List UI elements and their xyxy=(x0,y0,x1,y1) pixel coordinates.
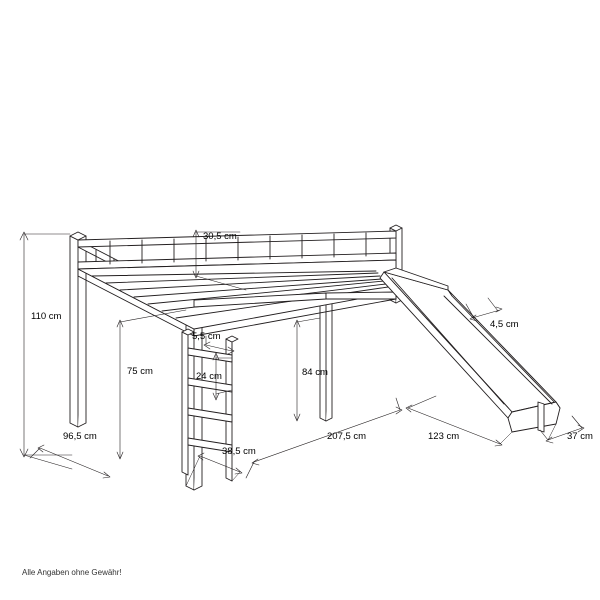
frame-rail-right xyxy=(326,292,396,299)
post-back-left xyxy=(70,232,86,427)
footnote-disclaimer: Alle Angaben ohne Gewähr! xyxy=(22,568,122,577)
dimension-label-ladder-height: 75 cm xyxy=(127,366,153,377)
dimension-label-slide-length: 123 cm xyxy=(428,431,460,442)
dimension-label-rail-height: 30,5 cm xyxy=(203,231,237,242)
dimension-label-slide-thickness: 4,5 cm xyxy=(490,319,519,330)
dimension-label-depth-side: 96,5 cm xyxy=(63,431,97,442)
extension-lines xyxy=(24,424,556,486)
dimension-label-slide-width: 37 cm xyxy=(567,431,593,442)
dimension-label-clearance-height: 84 cm xyxy=(302,367,328,378)
dimension-label-bed-length: 207,5 cm xyxy=(327,431,367,442)
dimension-label-ladder-step-width: 5,5 cm xyxy=(192,331,221,342)
slide xyxy=(380,272,560,432)
dimension-label-ladder-depth: 38,5 cm xyxy=(222,446,256,457)
dimension-label-height-total: 110 cm xyxy=(31,311,62,322)
dimension-label-ladder-step-spacing: 24 cm xyxy=(196,371,222,382)
